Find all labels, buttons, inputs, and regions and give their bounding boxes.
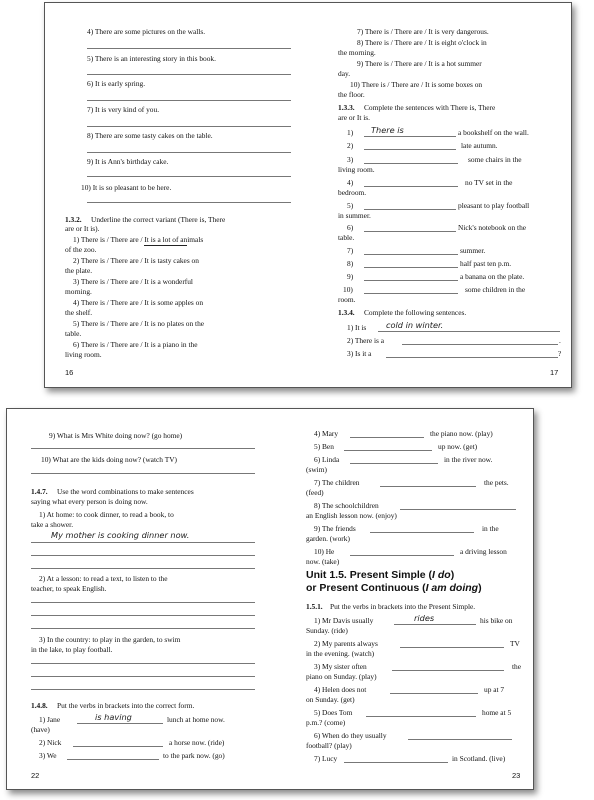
item-text: a banana on the plate.	[460, 272, 525, 281]
item-text: 4) Helen does not	[314, 685, 367, 694]
exercise-instruction: Complete the following sentences.	[364, 308, 467, 317]
page-16	[45, 3, 308, 387]
answer-line[interactable]	[364, 149, 456, 150]
page-number: 17	[550, 368, 559, 377]
answer-line[interactable]	[31, 542, 255, 543]
page-number: 22	[31, 771, 40, 780]
item-text: pleasant to play football	[458, 201, 530, 210]
answer-line[interactable]	[31, 473, 255, 474]
item-text: 7) The children	[314, 478, 360, 487]
ex132-line: the plate.	[65, 266, 93, 275]
exercise-number: 1.4.7.	[31, 487, 48, 496]
item-text: take a shower.	[31, 520, 74, 529]
answer-line[interactable]	[87, 100, 291, 101]
item-text: 1) Jane	[39, 715, 61, 724]
item-text: late autumn.	[461, 141, 498, 150]
item-text: an English lesson now. (enjoy)	[306, 511, 397, 520]
item-text: Sunday. (ride)	[306, 626, 348, 635]
p16-item-7: 7) It is very kind of you.	[87, 105, 160, 114]
answer-line[interactable]	[378, 331, 560, 332]
answer-line[interactable]	[364, 267, 458, 268]
exercise-instruction: Put the verbs in brackets into the Present Simple.	[330, 602, 476, 611]
exercise-instruction: Complete the sentences with There is, There	[364, 103, 496, 112]
item-number: 9)	[347, 272, 354, 281]
item-text: p.m.? (come)	[306, 718, 346, 727]
handwritten-answer: rides	[414, 613, 435, 623]
item-text: teacher, to speak English.	[31, 584, 107, 593]
p22-item-9: 9) What is Mrs White doing now? (go home)	[49, 431, 183, 440]
answer-line[interactable]	[350, 555, 454, 556]
answer-line[interactable]	[364, 163, 458, 164]
p16-item-5: 5) There is an interesting story in this book.	[87, 54, 216, 63]
answer-line[interactable]	[408, 739, 512, 740]
handwritten-answer: is having	[95, 712, 132, 722]
item-text: 9) The friends	[314, 524, 356, 533]
answer-line[interactable]	[402, 344, 558, 345]
answer-line[interactable]	[350, 463, 438, 464]
answer-line[interactable]	[364, 136, 456, 137]
ex132-line: living room.	[65, 350, 102, 359]
answer-line[interactable]	[31, 568, 255, 569]
item-text: (swim)	[306, 465, 327, 474]
unit-title-part: )	[478, 582, 482, 594]
item-number: 6)	[347, 223, 354, 232]
item-text: 6) Linda	[314, 455, 340, 464]
answer-line[interactable]	[31, 555, 255, 556]
item-text: in the	[482, 524, 499, 533]
item-number: 3)	[347, 155, 354, 164]
answer-line[interactable]	[380, 486, 476, 487]
item-text: 4) Mary	[314, 429, 339, 438]
ex132-line: 9) There is / There are / It is a hot summer	[357, 59, 482, 68]
item-text: living room.	[338, 165, 375, 174]
p16-item-8: 8) There are some tasty cakes on the table.	[87, 131, 213, 140]
unit-title-italic: I am doing	[425, 582, 479, 594]
unit-title-part: )	[450, 569, 455, 581]
item-text: in Scotland. (live)	[452, 754, 506, 763]
p22-item-10: 10) What are the kids doing now? (watch TV)	[41, 455, 178, 464]
item-punct: .	[559, 336, 561, 345]
item-text: a horse now. (ride)	[169, 738, 225, 747]
page-22	[7, 409, 270, 789]
item-text: summer.	[460, 246, 486, 255]
item-text: (feed)	[306, 488, 324, 497]
item-text: 3) In the country: to play in the garden, to swim	[39, 635, 181, 644]
item-text: in the river now.	[444, 455, 493, 464]
ex132-line: 7) There is / There are / It is very dangerous.	[357, 27, 489, 36]
ex132-line: the shelf.	[65, 308, 93, 317]
answer-line[interactable]	[400, 509, 516, 510]
item-text: the	[512, 662, 522, 671]
item-number: 1)	[347, 128, 354, 137]
answer-line[interactable]	[390, 693, 478, 694]
answer-line[interactable]	[392, 670, 504, 671]
answer-line[interactable]	[364, 209, 456, 210]
book-spread-top	[44, 2, 572, 388]
exercise-number: 1.3.2.	[65, 215, 82, 224]
item-number: 8)	[347, 259, 354, 268]
page-number: 23	[512, 771, 521, 780]
item-text: 2) My parents always	[314, 639, 378, 648]
handwritten-answer: cold in winter.	[386, 320, 444, 330]
item-number: 10)	[343, 285, 353, 294]
unit-title-part: Unit 1.5. Present Simple (	[306, 569, 433, 581]
answer-line[interactable]	[386, 357, 558, 358]
unit-title-italic: I do	[432, 569, 451, 581]
page-17	[308, 3, 571, 387]
underline-mark	[144, 245, 187, 246]
item-text: lunch at home now.	[167, 715, 225, 724]
p16-item-9: 9) It is Ann's birthday cake.	[87, 157, 169, 166]
exercise-number: 1.3.4.	[338, 308, 355, 317]
item-text: in summer.	[338, 211, 371, 220]
item-text: to the park now. (go)	[163, 751, 225, 760]
item-text: in the lake, to play football.	[31, 645, 113, 654]
answer-line[interactable]	[87, 126, 291, 127]
item-text: some chairs in the	[468, 155, 522, 164]
answer-line[interactable]	[364, 293, 458, 294]
item-text: the piano now. (play)	[430, 429, 493, 438]
answer-line[interactable]	[87, 152, 291, 153]
ex132-line: 5) There is / There are / It is no plates on the	[73, 319, 205, 328]
item-text: TV	[510, 639, 520, 648]
answer-line[interactable]	[31, 628, 255, 629]
answer-line[interactable]	[31, 689, 255, 690]
answer-line[interactable]	[370, 532, 474, 533]
item-text: no TV set in the	[465, 178, 513, 187]
exercise-instruction-cont: are or It is.	[338, 113, 371, 122]
answer-line[interactable]	[400, 647, 504, 648]
ex132-line: 2) There is / There are / It is tasty cakes on	[73, 256, 199, 265]
handwritten-answer: My mother is cooking dinner now.	[51, 530, 190, 540]
item-text: 2) At a lesson: to read a text, to listen to the	[39, 574, 168, 583]
exercise-instruction: Put the verbs in brackets into the correct form.	[57, 701, 195, 710]
item-text: a driving lesson	[460, 547, 507, 556]
item-text: bedroom.	[338, 188, 367, 197]
exercise-number: 1.4.8.	[31, 701, 48, 710]
item-text: in the evening. (watch)	[306, 649, 375, 658]
answer-line[interactable]	[344, 450, 432, 451]
exercise-instruction: Underline the correct variant (There is, There	[91, 215, 226, 224]
ex132-line: table.	[65, 329, 82, 338]
item-text: table.	[338, 233, 355, 242]
answer-line[interactable]	[31, 676, 255, 677]
item-text: 1) At home: to cook dinner, to read a book, to	[39, 510, 174, 519]
item-number: 7)	[347, 246, 354, 255]
answer-line[interactable]	[87, 176, 291, 177]
item-text: 3) My sister often	[314, 662, 367, 671]
answer-line[interactable]	[350, 437, 424, 438]
ex132-line: 10) There is / There are / It is some boxes on	[350, 80, 483, 89]
item-text: 5) Does Tom	[314, 708, 353, 717]
ex132-line: the floor.	[338, 90, 365, 99]
item-text: his bike on	[480, 616, 513, 625]
item-text: 3) Is it a	[347, 349, 372, 358]
answer-line[interactable]	[87, 202, 291, 203]
ex132-line: 6) There is / There are / It is a piano in the	[73, 340, 198, 349]
item-text: 2) There is a	[347, 336, 385, 345]
answer-line[interactable]	[87, 48, 291, 49]
item-text: the pets.	[484, 478, 509, 487]
item-number: 4)	[347, 178, 354, 187]
item-text: 5) Ben	[314, 442, 334, 451]
ex132-line: 4) There is / There are / It is some apples on	[73, 298, 204, 307]
p16-item-10: 10) It is so pleasant to be here.	[81, 183, 172, 192]
ex132-line: of the zoo.	[65, 245, 97, 254]
item-text: now. (take)	[306, 557, 340, 566]
answer-line[interactable]	[73, 746, 163, 747]
ex132-line: day.	[338, 69, 351, 78]
page-number: 16	[65, 368, 74, 377]
item-text: 6) When do they usually	[314, 731, 387, 740]
ex132-line: morning.	[65, 287, 92, 296]
handwritten-answer: There is	[371, 125, 404, 135]
item-text: football? (play)	[306, 741, 352, 750]
item-text: home at 5	[482, 708, 512, 717]
answer-line[interactable]	[87, 74, 291, 75]
item-text: room.	[338, 295, 356, 304]
exercise-instruction-cont: saying what every person is doing now.	[31, 497, 148, 506]
page-23	[270, 409, 533, 789]
item-text: Nick's notebook on the	[458, 223, 527, 232]
item-text: 3) We	[39, 751, 57, 760]
item-text: garden. (work)	[306, 534, 350, 543]
unit-title-part: or Present Continuous (	[306, 582, 426, 594]
item-text: 1) It is	[347, 323, 367, 332]
item-number: 5)	[347, 201, 354, 210]
ex132-line: 1) There is / There are / It is a lot of animals	[73, 235, 204, 244]
answer-line[interactable]	[364, 186, 458, 187]
ex132-line: 8) There is / There are / It is eight o'clock in	[357, 38, 487, 47]
ex132-line: the morning.	[338, 48, 376, 57]
item-text: 7) Lucy	[314, 754, 338, 763]
item-text: (have)	[31, 725, 50, 734]
item-text: 2) Nick	[39, 738, 62, 747]
answer-line[interactable]	[394, 624, 476, 625]
item-text: up now. (get)	[438, 442, 478, 451]
answer-line[interactable]	[364, 231, 456, 232]
item-text: 1) Mr Davis usually	[314, 616, 374, 625]
exercise-number: 1.5.1.	[306, 602, 323, 611]
answer-line[interactable]	[77, 723, 163, 724]
answer-line[interactable]	[31, 663, 255, 664]
unit-title-line1	[306, 571, 454, 580]
exercise-instruction: Use the word combinations to make sentences	[57, 487, 194, 496]
item-punct: ?	[558, 349, 562, 358]
answer-line[interactable]	[31, 615, 255, 616]
item-text: on Sunday. (get)	[306, 695, 355, 704]
answer-line[interactable]	[67, 759, 159, 760]
answer-line[interactable]	[344, 762, 448, 763]
item-text: 8) The schoolchildren	[314, 501, 379, 510]
item-text: up at 7	[484, 685, 505, 694]
unit-title-line2	[306, 584, 482, 593]
item-text: some children in the	[465, 285, 526, 294]
exercise-number: 1.3.3.	[338, 103, 355, 112]
p16-item-6: 6) It is early spring.	[87, 79, 146, 88]
answer-line[interactable]	[31, 448, 255, 449]
exercise-instruction-cont: are or It is).	[65, 224, 100, 233]
answer-line[interactable]	[364, 280, 458, 281]
item-text: 10) He	[314, 547, 335, 556]
item-text: piano on Sunday. (play)	[306, 672, 377, 681]
item-text: half past ten p.m.	[460, 259, 512, 268]
book-spread-bottom	[6, 408, 534, 790]
item-number: 2)	[347, 141, 354, 150]
answer-line[interactable]	[366, 716, 476, 717]
ex132-line: 3) There is / There are / It is a wonderful	[73, 277, 193, 286]
answer-line[interactable]	[364, 254, 458, 255]
answer-line[interactable]	[31, 602, 255, 603]
p16-item-4: 4) There are some pictures on the walls.	[87, 27, 206, 36]
item-text: a bookshelf on the wall.	[458, 128, 529, 137]
